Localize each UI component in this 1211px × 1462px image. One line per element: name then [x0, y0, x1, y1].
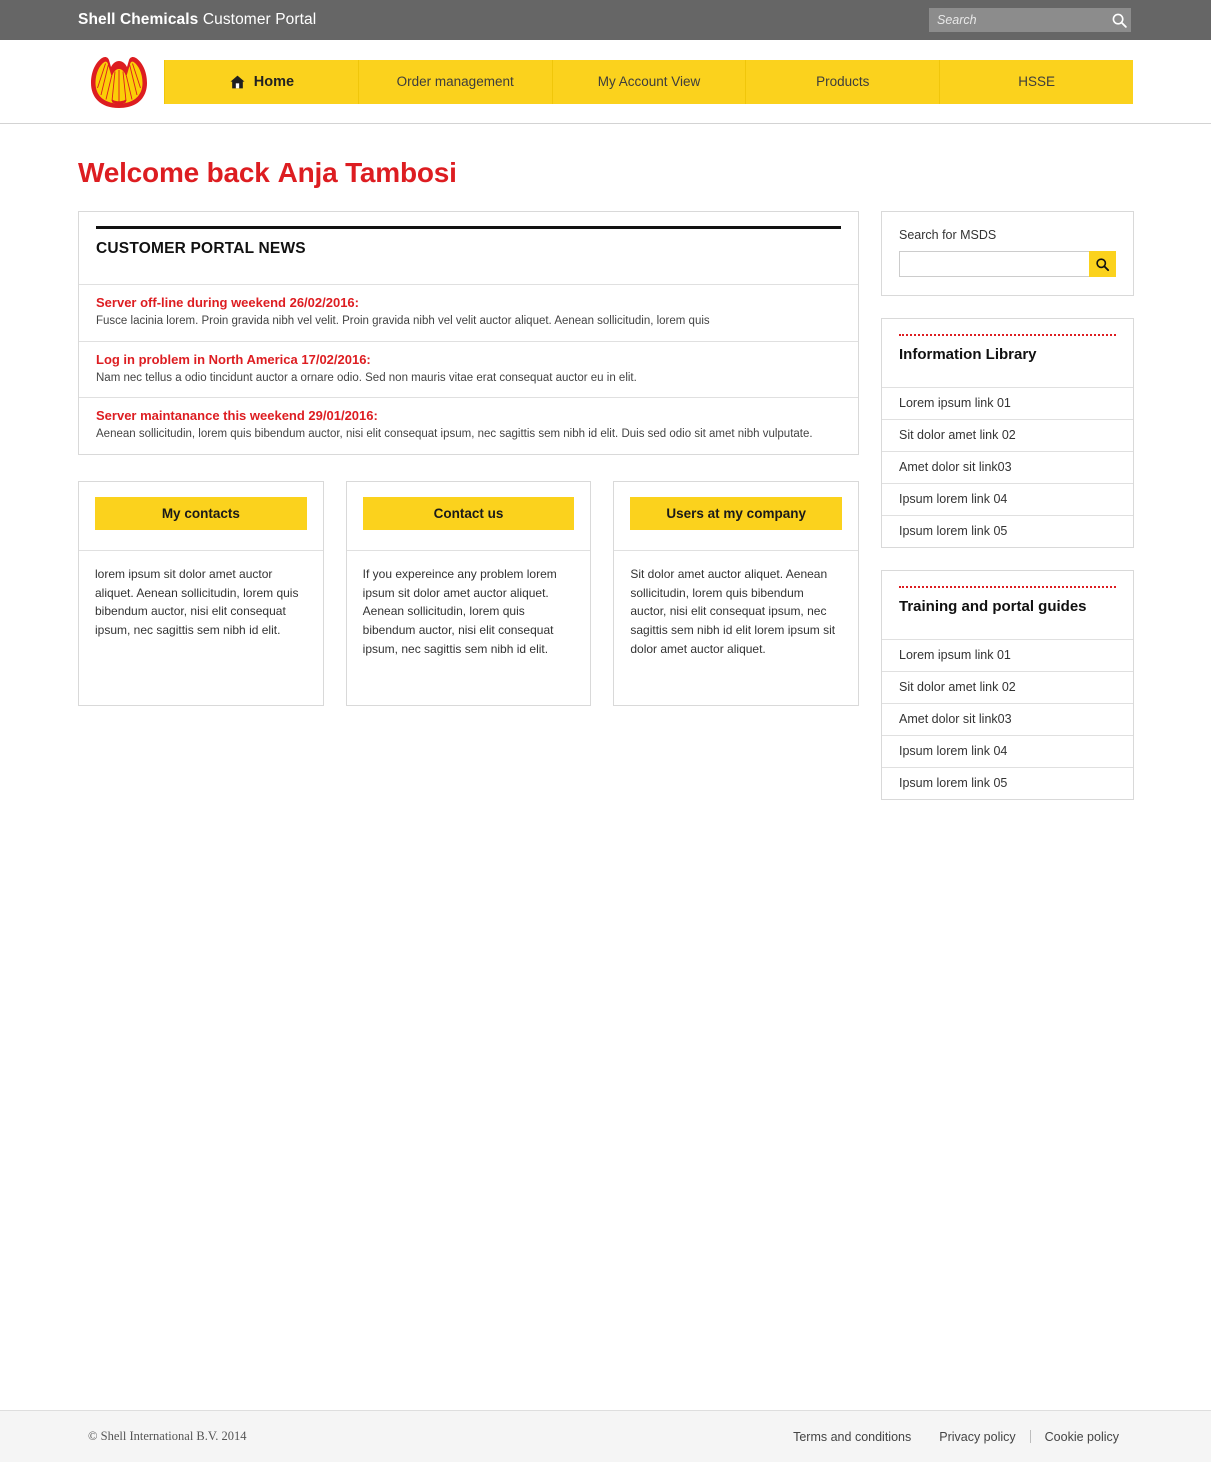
nav-item-hsse[interactable]	[940, 60, 1133, 104]
navigation-row	[0, 40, 1211, 124]
box-body: lorem ipsum sit dolor amet auctor aliquet. Aenean sollicitudin, lorem quis bibendum auctor, nisi elit consequat ipsum, nec sagittis sem nibh id elit.	[95, 566, 299, 638]
shell-pecten-logo[interactable]	[78, 52, 160, 112]
panel-header-rule	[899, 334, 1116, 336]
box-my-contacts	[78, 481, 324, 706]
search-icon	[1095, 257, 1110, 272]
nav-item-my-account-view-label: My Account View	[597, 74, 701, 89]
global-search[interactable]	[929, 8, 1131, 32]
box-users-at-my-company	[613, 481, 859, 706]
box-header	[347, 482, 591, 551]
brand-title-bold: Shell Chemicals	[78, 11, 199, 28]
page-body	[0, 157, 1211, 822]
footer-link-terms-and-conditions[interactable]: Terms and conditions	[793, 1429, 912, 1444]
nav-item-products[interactable]	[746, 60, 940, 104]
customer-portal-news-panel	[78, 211, 859, 455]
my-contacts-button[interactable]: My contacts	[95, 497, 307, 530]
news-panel-title: CUSTOMER PORTAL NEWS	[96, 240, 306, 257]
panel-title: Training and portal guides	[899, 598, 1087, 615]
page-footer	[0, 1410, 1211, 1462]
global-search-button[interactable]	[1108, 8, 1131, 32]
brand-title	[78, 11, 316, 29]
news-item[interactable]	[79, 285, 858, 342]
welcome-prefix: Welcome back	[78, 157, 270, 188]
news-item-title: Server maintanance this weekend 29/01/2016:	[96, 408, 378, 424]
box-contact-us	[346, 481, 592, 706]
news-header-rule	[96, 226, 841, 229]
content-layout	[78, 211, 1133, 822]
footer-link-privacy-policy[interactable]: Privacy policy	[939, 1429, 1016, 1444]
global-search-input[interactable]	[929, 8, 1108, 32]
training-and-portal-guides-panel	[881, 570, 1134, 800]
list-item[interactable]: Lorem ipsum link 01	[882, 640, 1133, 672]
list-item[interactable]: Sit dolor amet link 02	[882, 420, 1133, 452]
footer-link-cookie-policy[interactable]: Cookie policy	[1044, 1429, 1119, 1444]
news-item-title: Server off-line during weekend 26/02/2016:	[96, 295, 359, 310]
panel-header-rule	[899, 586, 1116, 588]
news-item-body: Nam nec tellus a odio tincidunt auctor a ornare odio. Sed non mauris vitae erat consequat auctor eu in elit.	[96, 371, 637, 384]
info-boxes	[78, 481, 859, 706]
box-header	[614, 482, 858, 551]
panel-title: Information Library	[899, 346, 1037, 363]
contact-us-button[interactable]: Contact us	[363, 497, 575, 530]
page-title	[78, 157, 1133, 189]
list-item[interactable]: Lorem ipsum link 01	[882, 388, 1133, 420]
news-panel-header	[79, 212, 858, 285]
msds-search-row	[899, 251, 1116, 277]
sidebar	[881, 211, 1134, 822]
nav-item-my-account-view[interactable]	[553, 60, 747, 104]
home-icon	[229, 74, 246, 90]
top-header-bar	[0, 0, 1211, 40]
main-column	[78, 211, 859, 706]
shell-logo-icon	[88, 53, 150, 110]
news-item[interactable]	[79, 398, 858, 454]
nav-item-order-management-label: Order management	[396, 74, 514, 89]
nav-item-products-label: Products	[816, 74, 870, 89]
msds-search-button[interactable]	[1089, 251, 1116, 277]
panel-header	[882, 319, 1133, 388]
footer-links	[779, 1430, 1133, 1444]
nav-item-order-management[interactable]	[359, 60, 553, 104]
news-item-title: Log in problem in North America 17/02/2016:	[96, 351, 371, 367]
panel-header	[882, 571, 1133, 640]
nav-item-home[interactable]	[164, 60, 359, 104]
copyright-text: © Shell International B.V. 2014	[88, 1429, 247, 1443]
news-item[interactable]	[79, 342, 858, 399]
list-item[interactable]: Amet dolor sit link03	[882, 704, 1133, 736]
search-icon	[1111, 12, 1128, 29]
users-at-my-company-button[interactable]: Users at my company	[630, 497, 842, 530]
main-navigation	[164, 60, 1133, 104]
welcome-user-name: Anja Tambosi	[277, 157, 457, 188]
brand-title-light: Customer Portal	[202, 11, 317, 28]
nav-item-hsse-label: HSSE	[1018, 74, 1055, 89]
msds-search-input[interactable]	[899, 251, 1089, 277]
nav-item-home-label: Home	[253, 73, 295, 90]
box-body: If you expereince any problem lorem ipsum sit dolor amet auctor aliquet. Aenean sollicitudin, lorem quis bibendum auctor, nisi elit consequat ipsum, nec sagittis sem nibh id elit.	[362, 566, 557, 657]
box-body: Sit dolor amet auctor aliquet. Aenean sollicitudin, lorem quis bibendum auctor, nisi elit consequat ipsum, nec sagittis sem nibh id elit lorem ipsum sit dolor amet auctor aliquet.	[630, 566, 836, 657]
list-item[interactable]: Ipsum lorem link 04	[882, 736, 1133, 768]
msds-search-panel	[881, 211, 1134, 296]
msds-search-label: Search for MSDS	[899, 228, 997, 242]
box-header	[79, 482, 323, 551]
news-item-body: Aenean sollicitudin, lorem quis bibendum auctor, nisi elit consequat ipsum, nec sagittis sem nibh id elit. Duis sed odio sit amet nibh vulputate.	[96, 428, 813, 441]
information-library-panel	[881, 318, 1134, 548]
list-item[interactable]: Amet dolor sit link03	[882, 452, 1133, 484]
list-item[interactable]: Ipsum lorem link 04	[882, 484, 1133, 516]
list-item[interactable]: Ipsum lorem link 05	[899, 524, 1008, 538]
list-item[interactable]: Sit dolor amet link 02	[882, 672, 1133, 704]
list-item[interactable]: Ipsum lorem link 05	[899, 776, 1008, 790]
news-item-body: Fusce lacinia lorem. Proin gravida nibh vel velit. Proin gravida nibh vel velit auctor aliquet. Aenean sollicitudin, lorem quis	[96, 315, 710, 327]
